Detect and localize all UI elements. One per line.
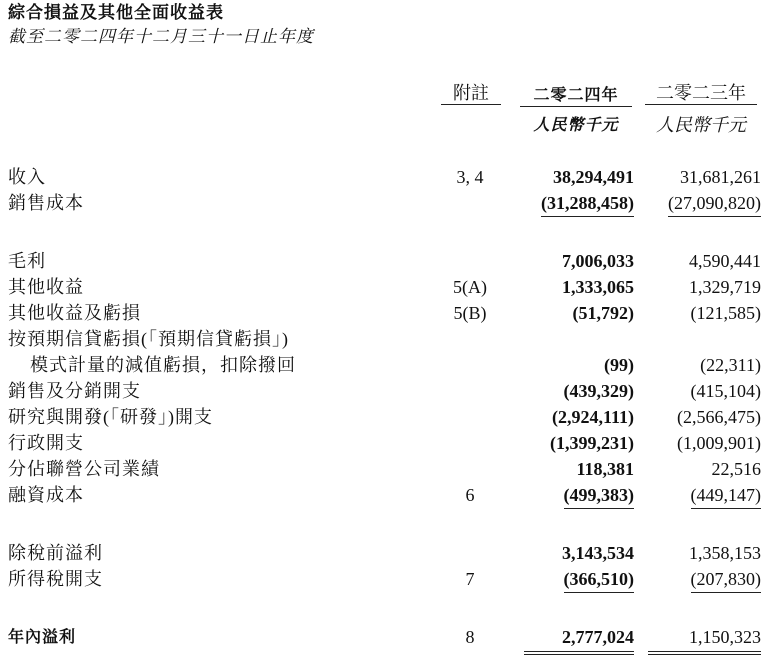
row-value-2024: (2,924,111) [551,407,634,427]
table-row-impairment [0,352,767,378]
table-row-share-of-associates [0,456,767,482]
row-value-2024: 38,294,491 [553,167,634,187]
table-row-revenue [0,164,767,190]
table-row-cost-of-sales [0,190,767,216]
table-row-other-income [0,274,767,300]
statement-subtitle: 截至二零二四年十二月三十一日止年度 [8,27,314,46]
row-label: 融資成本 [8,485,84,505]
table-row-gross-profit [0,248,767,274]
row-value-2023: (27,090,820) [668,190,761,217]
row-note: 5(B) [453,303,487,323]
row-note: 5(A) [453,277,487,297]
total-double-underline-2024 [524,654,634,655]
row-label: 毛利 [8,251,46,271]
total-double-underline-2023 [648,654,761,655]
row-note: 6 [465,485,475,505]
total-underline-2023 [648,651,761,652]
row-label: 銷售成本 [8,193,84,213]
row-label: 銷售及分銷開支 [8,381,141,401]
table-row-income-tax [0,566,767,592]
row-note: 8 [465,627,475,647]
row-label: 按預期信貸虧損(「預期信貸虧損」) [8,329,289,349]
row-value-2023: (22,311) [700,355,761,375]
row-label: 模式計量的減值虧損，扣除撥回 [30,355,296,375]
row-value-2024: 118,381 [576,459,634,479]
year-2023-header: 二零二三年 [645,82,757,105]
row-value-2024: 2,777,024 [562,627,634,647]
row-label: 所得稅開支 [8,569,103,589]
table-row-selling-expenses [0,378,767,404]
table-row-ecl-heading [0,326,767,352]
table-row-finance-costs [0,482,767,508]
note-column-header: 附註 [441,82,501,105]
row-note: 3, 4 [456,167,484,187]
row-value-2024: (51,792) [572,303,634,323]
row-label: 其他收益 [8,277,84,297]
unit-2023-header: 人民幣千元 [656,115,746,135]
row-value-2023: 4,590,441 [689,251,761,271]
row-value-2024: (99) [604,355,634,375]
table-row-rd-expenses [0,404,767,430]
row-label: 除稅前溢利 [8,543,103,563]
row-value-2024: (439,329) [563,381,634,401]
row-value-2024: (31,288,458) [541,190,634,217]
row-value-2023: (415,104) [690,381,761,401]
row-label: 收入 [8,167,46,187]
table-row-other-gains-losses [0,300,767,326]
table-row-profit-for-year [0,624,767,650]
row-label: 其他收益及虧損 [8,303,141,323]
row-value-2023: 31,681,261 [680,167,761,187]
row-value-2023: (121,585) [690,303,761,323]
unit-2024-header: 人民幣千元 [533,115,619,134]
row-value-2023: (207,830) [691,566,762,593]
row-value-2024: 1,333,065 [562,277,634,297]
row-label: 分佔聯營公司業績 [8,459,160,479]
row-value-2024: 3,143,534 [562,543,634,563]
row-label: 研究與開發(「研發」)開支 [8,407,213,427]
year-2024-header: 二零二四年 [520,84,632,107]
statement-title: 綜合損益及其他全面收益表 [8,3,224,23]
total-underline-2024 [524,651,634,652]
row-note: 7 [465,569,475,589]
row-label: 行政開支 [8,433,84,453]
row-value-2023: 1,358,153 [689,543,761,563]
row-value-2023: (1,009,901) [677,433,761,453]
row-value-2024: (499,383) [564,482,635,509]
row-value-2023: 1,150,323 [689,627,761,647]
table-row-profit-before-tax [0,540,767,566]
table-row-admin-expenses [0,430,767,456]
row-value-2023: 1,329,719 [689,277,761,297]
row-value-2024: 7,006,033 [562,251,634,271]
row-label: 年內溢利 [8,627,77,646]
row-value-2024: (1,399,231) [550,433,634,453]
row-value-2023: (2,566,475) [677,407,761,427]
row-value-2023: (449,147) [691,482,762,509]
row-value-2023: 22,516 [711,459,761,479]
row-value-2024: (366,510) [564,566,635,593]
